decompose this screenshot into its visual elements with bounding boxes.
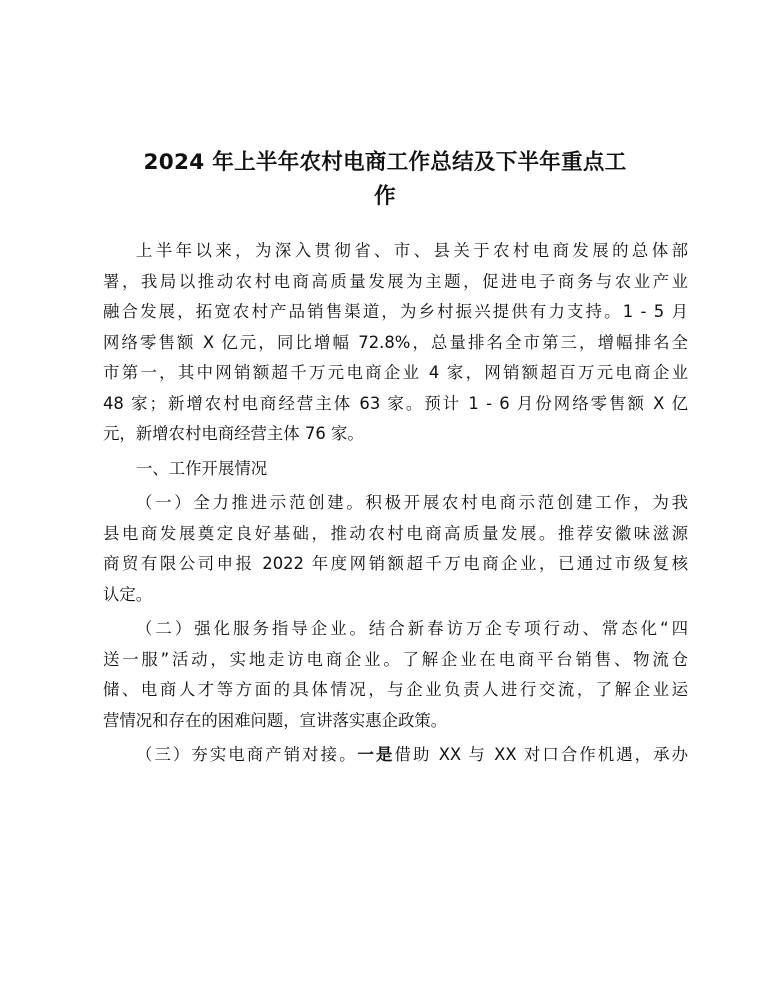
intro-paragraph: [103, 236, 688, 450]
title-line-1: 2024 年上半年农村电商工作总结及下半年重点工: [143, 150, 627, 175]
intro-line-1: 上半年以来，为深入贯彻省、市、县关于农村电商发展的总体部: [136, 241, 688, 260]
intro-line-3: 融合发展，拓宽农村产品销售渠道，为乡村振兴提供有力支持。1 - 5 月: [103, 302, 688, 321]
item-1-line-4: 认定。: [103, 584, 153, 604]
item-2-line-3: 储、电商人才等方面的具体情况，与企业负责人进行交流，了解企业运: [103, 680, 688, 699]
item-2-line-2: 送一服”活动，实地走访电商企业。了解企业在电商平台销售、物流仓: [103, 649, 688, 669]
item-2-line-4: 营情况和存在的困难问题，宣讲落实惠企政策。: [103, 710, 448, 730]
item-1-line-3: 商贸有限公司申报 2022 年度网销额超千万电商企业，已通过市级复核: [103, 554, 688, 573]
document-title: [100, 146, 670, 214]
item-3-line-1: [103, 740, 688, 771]
item-3-bold-marker: 一是: [357, 745, 395, 764]
intro-line-4: 网络零售额 X 亿元，同比增幅 72.8%，总量排名全市第三，增幅排名全: [103, 332, 688, 352]
intro-line-6: 48 家；新增农村电商经营主体 63 家。预计 1 - 6 月份网络零售额 X 亿: [103, 393, 688, 413]
item-1-line-1: （一）全力推进示范创建。积极开展农村电商示范创建工作，为我: [136, 493, 688, 512]
document-body: [103, 236, 688, 771]
item-2-line-1: （二）强化服务指导企业。结合新春访万企专项行动、常态化“四: [136, 619, 688, 638]
item-2-paragraph: [103, 614, 688, 736]
intro-line-5: 市第一，其中网销额超千万元电商企业 4 家，网销额超百万元电商企业: [103, 363, 688, 382]
title-line-2: 作: [374, 184, 396, 209]
intro-line-7: 元，新增农村电商经营主体 76 家。: [103, 424, 364, 443]
item-1-paragraph: [103, 488, 688, 610]
item-3-rest: 借助 XX 与 XX 对口合作机遇，承办: [394, 745, 689, 764]
item-1-line-2: 县电商发展奠定良好基础，推动农村电商高质量发展。推荐安徽味滋源: [103, 523, 688, 543]
section-heading-1: 一、工作开展情况: [136, 458, 268, 478]
item-3-prefix: （三）夯实电商产销对接。: [136, 745, 358, 764]
intro-line-2: 署，我局以推动农村电商高质量发展为主题，促进电子商务与农业产业: [103, 271, 688, 291]
